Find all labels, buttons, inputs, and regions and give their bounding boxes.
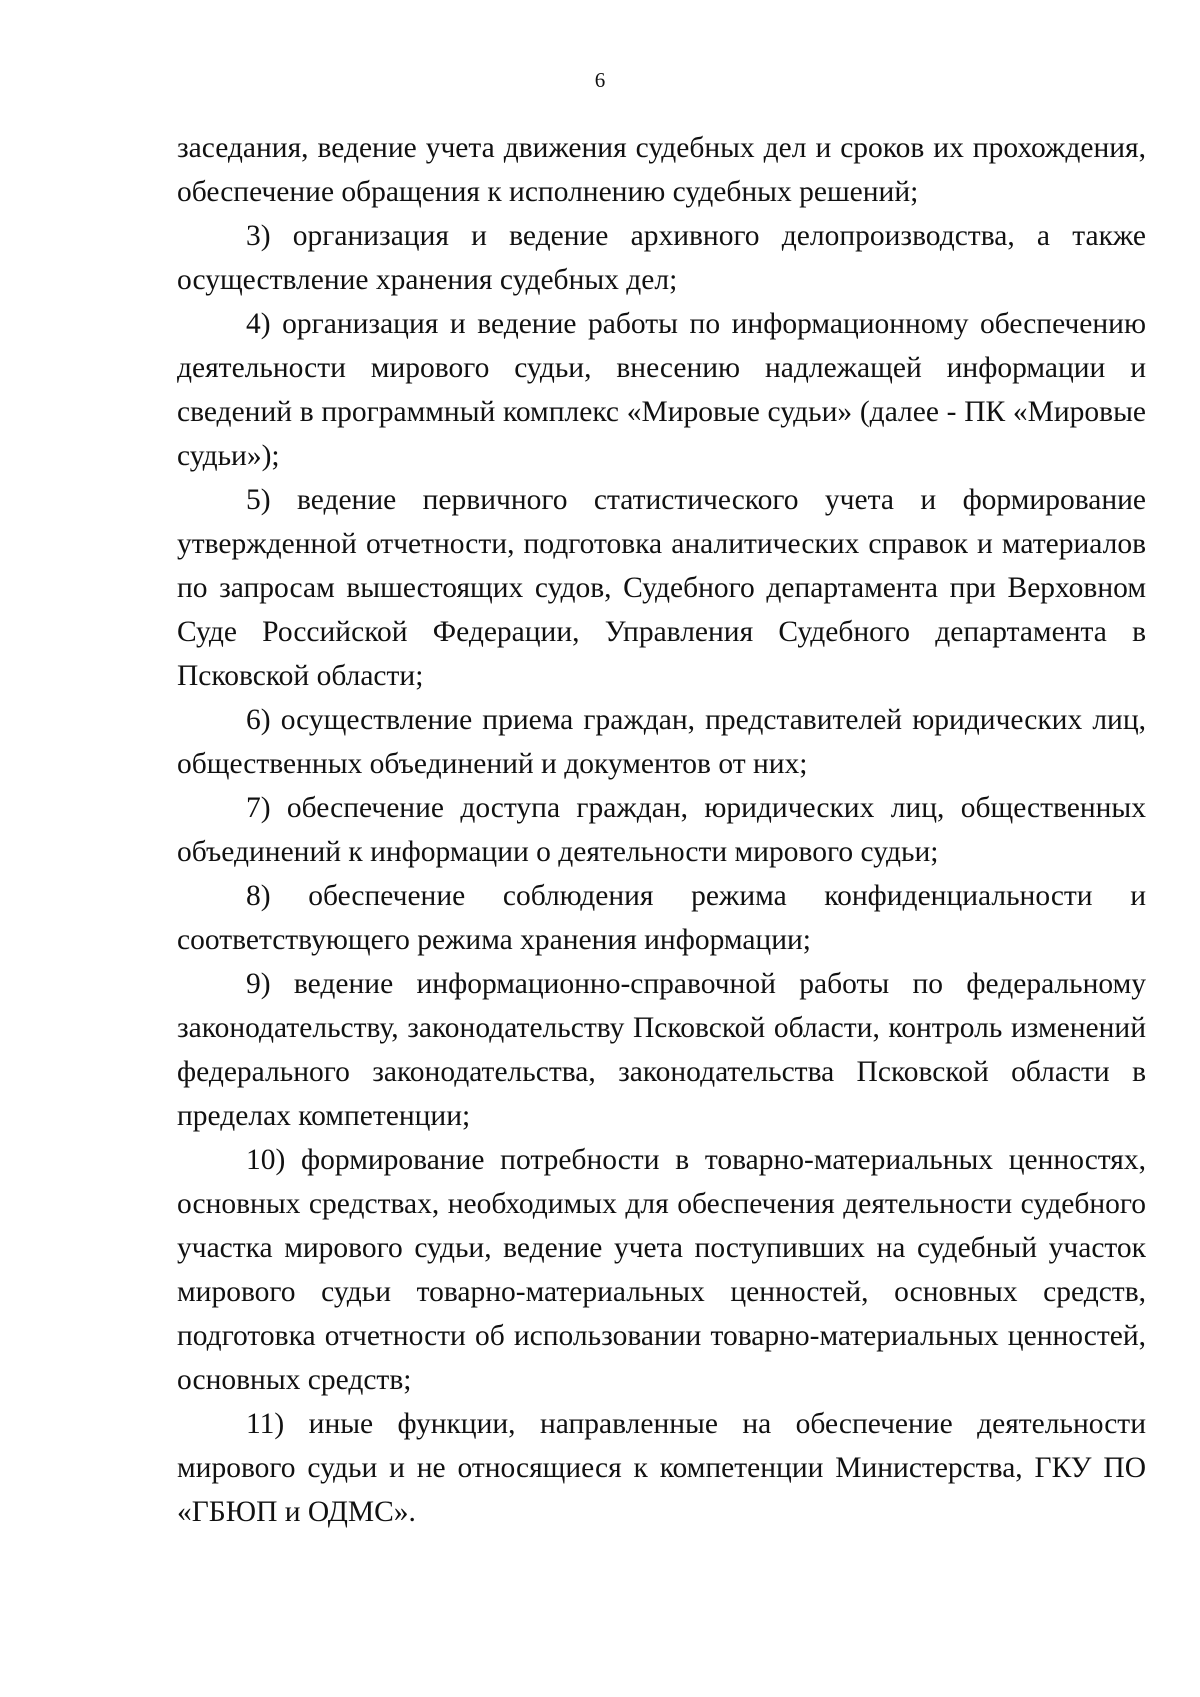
list-item-10: 10) формирование потребности в товарно-материальных ценностях, основных средствах, необходимых для обеспечения деятельности судебного участка мирового судьи, ведение учета поступивших на судебный участок мирового судьи товарно-материальных ценностей, основных средств, подготовка отчетности об использовании товарно-материальных ценностей, основных средств; [177,1144,1146,1396]
list-item-7: 7) обеспечение доступа граждан, юридических лиц, общественных объединений к информации о деятельности мирового судьи; [177,792,1146,868]
document-body [177,126,1146,1534]
paragraph-continuation: заседания, ведение учета движения судебных дел и сроков их прохождения, обеспечение обращения к исполнению судебных решений; [177,132,1146,208]
list-item-9: 9) ведение информационно-справочной работы по федеральному законодательству, законодательству Псковской области, контроль изменений федерального законодательства, законодательства Псковской области в пределах компетенции; [177,968,1146,1132]
list-item-3: 3) организация и ведение архивного делопроизводства, а также осуществление хранения судебных дел; [177,220,1146,296]
list-item-5: 5) ведение первичного статистического учета и формирование утвержденной отчетности, подготовка аналитических справок и материалов по запросам вышестоящих судов, Судебного департамента при Верховном Суде Российской Федерации, Управления Судебного департамента в Псковской области; [177,484,1146,692]
list-item-6: 6) осуществление приема граждан, представителей юридических лиц, общественных объединений и документов от них; [177,704,1146,780]
list-item-11: 11) иные функции, направленные на обеспечение деятельности мирового судьи и не относящиеся к компетенции Министерства, ГКУ ПО «ГБЮП и ОДМС». [177,1408,1146,1528]
list-item-8: 8) обеспечение соблюдения режима конфиденциальности и соответствующего режима хранения информации; [177,880,1146,956]
list-item-4: 4) организация и ведение работы по информационному обеспечению деятельности мирового судьи, внесению надлежащей информации и сведений в программный комплекс «Мировые судьи» (далее - ПК «Мировые судьи»); [177,308,1146,472]
page-number: 6 [594,68,606,92]
